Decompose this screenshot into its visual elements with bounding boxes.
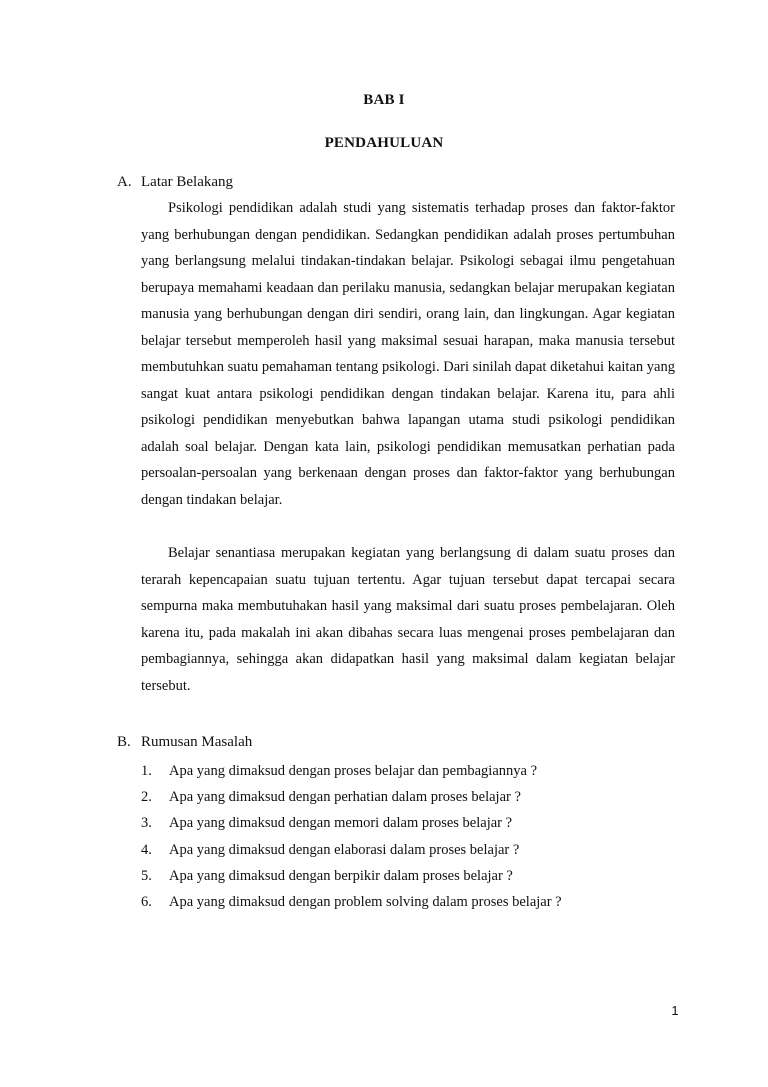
list-item-text: Apa yang dimaksud dengan proses belajar dan pembagiannya ? bbox=[169, 763, 538, 779]
list-item-text: Apa yang dimaksud dengan problem solving dalam proses belajar ? bbox=[169, 893, 562, 910]
background-paragraph-2: Belajar senantiasa merupakan kegiatan yang berlangsung di dalam suatu proses dan terarah kepencapaian suatu tujuan tertentu. Agar tujuan tersebut dapat tercapai secara sempurna maka membutuhakan hasil yang maksimal dari suatu proses pembelajaran. Oleh karena itu, pada makalah ini akan dibahas secara luas mengenai proses pembelajaran dan pembagiannya, sehingga akan didapatkan hasil yang maksimal dalam kegiatan belajar tersebut. bbox=[141, 545, 675, 694]
list-item-number: 5. bbox=[141, 867, 152, 884]
list-item-number: 3. bbox=[141, 815, 152, 832]
list-item-text: Apa yang dimaksud dengan elaborasi dalam proses belajar ? bbox=[169, 841, 520, 858]
list-item-number: 2. bbox=[141, 789, 152, 806]
list-item bbox=[141, 837, 562, 863]
list-item bbox=[141, 863, 562, 889]
chapter-title: PENDAHULUAN bbox=[324, 135, 444, 151]
section-a-heading bbox=[117, 174, 233, 191]
list-item bbox=[141, 889, 562, 915]
list-item-text: Apa yang dimaksud dengan berpikir dalam proses belajar ? bbox=[169, 867, 513, 884]
section-a-title: Latar Belakang bbox=[141, 174, 234, 190]
list-item-text: Apa yang dimaksud dengan perhatian dalam proses belajar ? bbox=[169, 789, 521, 806]
section-b-title: Rumusan Masalah bbox=[141, 734, 253, 750]
list-item bbox=[141, 758, 562, 784]
section-a-letter: A. bbox=[117, 174, 132, 190]
list-item-number: 4. bbox=[141, 841, 152, 858]
problem-formulation-list bbox=[141, 758, 562, 915]
background-paragraph-1: Psikologi pendidikan adalah studi yang sistematis terhadap proses dan faktor-faktor yang berhubungan dengan pendidikan. Sedangkan pendidikan adalah proses pertumbuhan yang berlangsung melalui tindakan-tindakan belajar. Psikologi sebagai ilmu pengetahuan berupaya memahami keadaan dan perilaku manusia, sedangkan belajar merupakan kegiatan manusia yang berhubungan dengan diri sendiri, orang lain, dan lingkungan. Agar kegiatan belajar tersebut memperoleh hasil yang maksimal sesuai harapan, maka manusia tersebut membutuhkan suatu pemahaman tentang psikologi. Dari sinilah dapat diketahui kaitan yang sangat kuat antara psikologi pendidikan dengan tindakan belajar. Karena itu, para ahli psikologi pendidikan menyebutkan bahwa lapangan utama studi psikologi pendidikan adalah soal belajar. Dengan kata lain, psikologi pendidikan memusatkan perhatian pada persoalan-persoalan yang berkenaan dengan proses dan faktor-faktor yang berhubungan dengan tindakan belajar. bbox=[141, 200, 675, 508]
chapter-heading: BAB I bbox=[363, 92, 405, 108]
page-number: 1 bbox=[671, 1003, 679, 1018]
list-item bbox=[141, 810, 562, 836]
list-item-number: 1. bbox=[141, 763, 152, 779]
section-b-heading bbox=[117, 734, 252, 751]
section-b-letter: B. bbox=[117, 734, 131, 750]
list-item-number: 6. bbox=[141, 893, 152, 910]
list-item bbox=[141, 784, 562, 810]
list-item-text: Apa yang dimaksud dengan memori dalam proses belajar ? bbox=[169, 815, 513, 832]
